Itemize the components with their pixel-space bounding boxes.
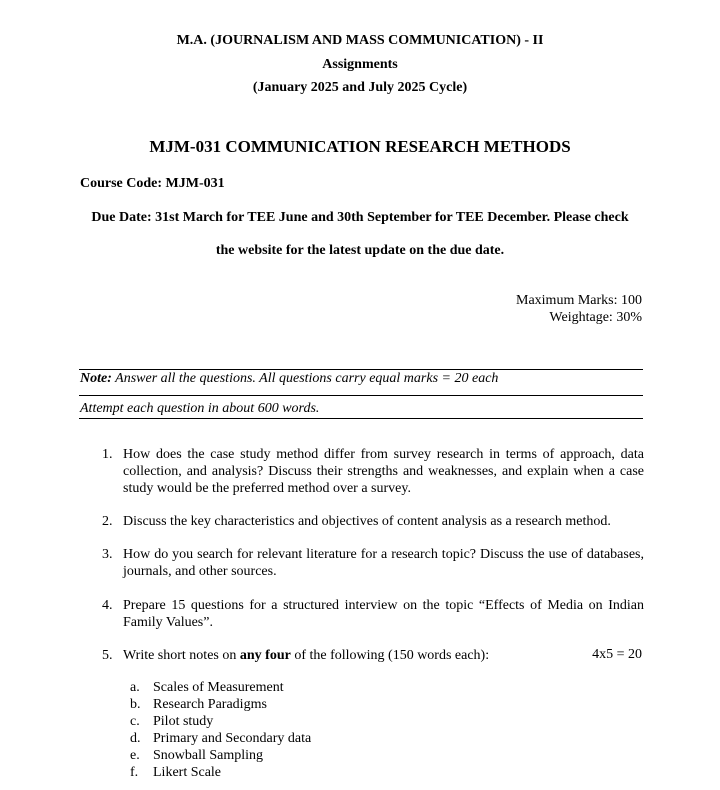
sub-item-letter: e. [130,748,140,763]
sub-item-text: Snowball Sampling [153,748,264,763]
question-number: 1. [102,447,113,462]
question-text: Prepare 15 questions for a structured interview on the topic “Effects of Media on Indian Family Values”. [123,598,644,630]
sub-item-letter: a. [130,680,140,695]
question-number: 4. [102,598,113,613]
sub-item-c [130,713,213,730]
cycle-heading: (January 2025 and July 2025 Cycle) [252,80,468,95]
sub-item-text: Scales of Measurement [153,680,284,695]
question-prefix: Write short notes on [123,648,240,663]
note-text-1: Answer all the questions. All questions carry equal marks = 20 each [115,371,499,386]
sub-item-letter: c. [130,714,140,729]
question-number: 3. [102,547,113,562]
question-number: 5. [102,648,113,663]
question-5-score: 4x5 = 20 [592,647,642,662]
note-line-1 [80,371,498,387]
question-text: Discuss the key characteristics and objectives of content analysis as a research method. [123,514,611,529]
question-1 [102,446,644,497]
question-2 [102,513,644,530]
question-5 [102,647,644,664]
sub-item-e [130,747,263,764]
sub-item-letter: b. [130,697,141,712]
sub-item-letter: d. [130,731,141,746]
course-title: MJM-031 COMMUNICATION RESEARCH METHODS [149,137,571,156]
question-4 [102,597,644,631]
note-label: Note: [80,371,112,386]
course-code: Course Code: MJM-031 [80,176,225,191]
question-text: How do you search for relevant literature for a research topic? Discuss the use of databases, journals, and other sources. [123,547,644,579]
sub-item-f [130,764,221,781]
weightage: Weightage: 30% [549,310,642,325]
sub-item-text: Pilot study [153,714,214,729]
note-text-2: Attempt each question in about 600 words. [80,401,320,416]
sub-item-text: Primary and Secondary data [153,731,312,746]
question-text [123,647,489,664]
due-date-line-2: the website for the latest update on the due date. [215,243,505,258]
due-date-line-1: Due Date: 31st March for TEE June and 30th September for TEE December. Please check [91,210,629,225]
sub-item-b [130,696,267,713]
note-top-rule [79,369,643,370]
sub-item-d [130,730,311,747]
sub-item-a [130,679,284,696]
note-middle-rule [79,395,643,396]
sub-item-text: Likert Scale [153,765,222,780]
question-number: 2. [102,514,113,529]
question-emphasis: any four [239,648,291,663]
programme-heading: M.A. (JOURNALISM AND MASS COMMUNICATION) - II [176,33,544,48]
question-3 [102,546,644,580]
sub-item-letter: f. [130,765,139,780]
assignments-heading: Assignments [322,57,398,72]
note-bottom-rule [79,418,643,419]
question-suffix: of the following (150 words each): [290,648,490,663]
maximum-marks: Maximum Marks: 100 [516,293,642,308]
question-text: How does the case study method differ from survey research in terms of approach, data collection, and analysis? Discuss their strengths and weaknesses, and explain when a case study would be the preferred method over a survey. [123,447,644,496]
sub-item-text: Research Paradigms [153,697,267,712]
